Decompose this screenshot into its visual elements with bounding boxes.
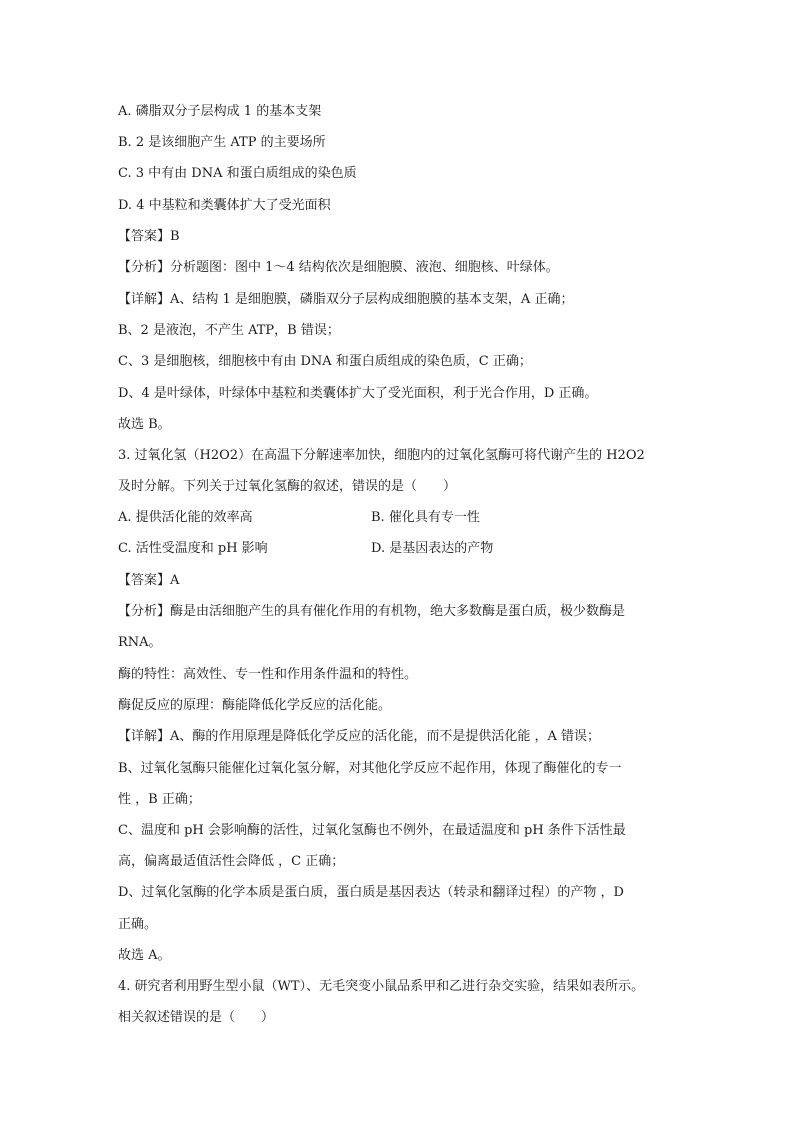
q3-answer: 【答案】A [118, 573, 180, 588]
q3-stem: 及时分解。下列关于过氧化氢酶的叙述，错误的是（ ） [118, 479, 457, 494]
q3-options-row-1 [118, 509, 678, 527]
q3-detail-line: 正确。 [118, 917, 158, 932]
q3-option-d: D. 是基因表达的产物 [371, 541, 494, 556]
q3-option-c: C. 活性受温度和 pH 影响 [118, 541, 268, 556]
q3-analysis-line: RNA。 [118, 635, 162, 650]
q3-detail-line: 高，偏离最适值活性会降低 ，C 正确； [118, 854, 345, 869]
q3-stem: 3. 过氧化氢（H2O2）在高温下分解速率加快，细胞内的过氧化氢酶可将代谢产生的 H2O2 [118, 448, 645, 463]
q2-option-a: A. 磷脂双分子层构成 1 的基本支架 [118, 104, 322, 119]
q2-option-c: C. 3 中有由 DNA 和蛋白质组成的染色质 [118, 166, 357, 181]
q2-conclusion: 故选 B。 [118, 417, 171, 432]
q3-detail-line: B、过氧化氢酶只能催化过氧化氢分解，对其他化学反应不起作用，体现了酶催化的专一 [118, 761, 622, 776]
q3-conclusion: 故选 A。 [118, 948, 171, 963]
q3-detail-line: 【详解】A、酶的作用原理是降低化学反应的活化能，而不是提供活化能 ，A 错误； [118, 729, 601, 744]
q2-option-d: D. 4 中基粒和类囊体扩大了受光面积 [118, 198, 331, 213]
q3-options-row-2 [118, 540, 678, 558]
q3-analysis-line: 【分析】酶是由活细胞产生的具有催化作用的有机物，绝大多数酶是蛋白质，极少数酶是 [118, 604, 626, 619]
q2-detail-line: 【详解】A、结构 1 是细胞膜，磷脂双分子层构成细胞膜的基本支架，A 正确； [118, 292, 574, 307]
q3-option-a: A. 提供活化能的效率高 [118, 510, 253, 525]
q3-option-b: B. 催化具有专一性 [371, 510, 480, 525]
q2-option-b: B. 2 是该细胞产生 ATP 的主要场所 [118, 135, 326, 150]
q3-detail-line: 性 ，B 正确； [118, 792, 201, 807]
q2-answer: 【答案】B [118, 229, 180, 244]
q3-detail-line: C、温度和 pH 会影响酶的活性，过氧化氢酶也不例外，在最适温度和 pH 条件下活性最 [118, 823, 626, 838]
q2-analysis: 【分析】分析题图：图中 1～4 结构依次是细胞膜、液泡、细胞核、叶绿体。 [118, 260, 559, 275]
q2-detail-line: C、3 是细胞核，细胞核中有由 DNA 和蛋白质组成的染色质，C 正确； [118, 354, 532, 369]
q4-stem: 相关叙述错误的是（ ） [118, 1010, 275, 1025]
q2-detail-line: B、2 是液泡，不产生 ATP，B 错误； [118, 323, 340, 338]
q2-detail-line: D、4 是叶绿体，叶绿体中基粒和类囊体扩大了受光面积，利于光合作用，D 正确。 [118, 386, 598, 401]
q3-detail-line: D、过氧化氢酶的化学本质是蛋白质，蛋白质是基因表达（转录和翻译过程）的产物 ，D [118, 885, 624, 900]
q3-analysis-line: 酶的特性：高效性、专一性和作用条件温和的特性。 [118, 667, 418, 682]
q4-stem: 4. 研究者利用野生型小鼠（WT）、无毛突变小鼠品系甲和乙进行杂交实验，结果如表所示。 [118, 979, 645, 994]
q3-analysis-line: 酶促反应的原理：酶能降低化学反应的活化能。 [118, 698, 392, 713]
